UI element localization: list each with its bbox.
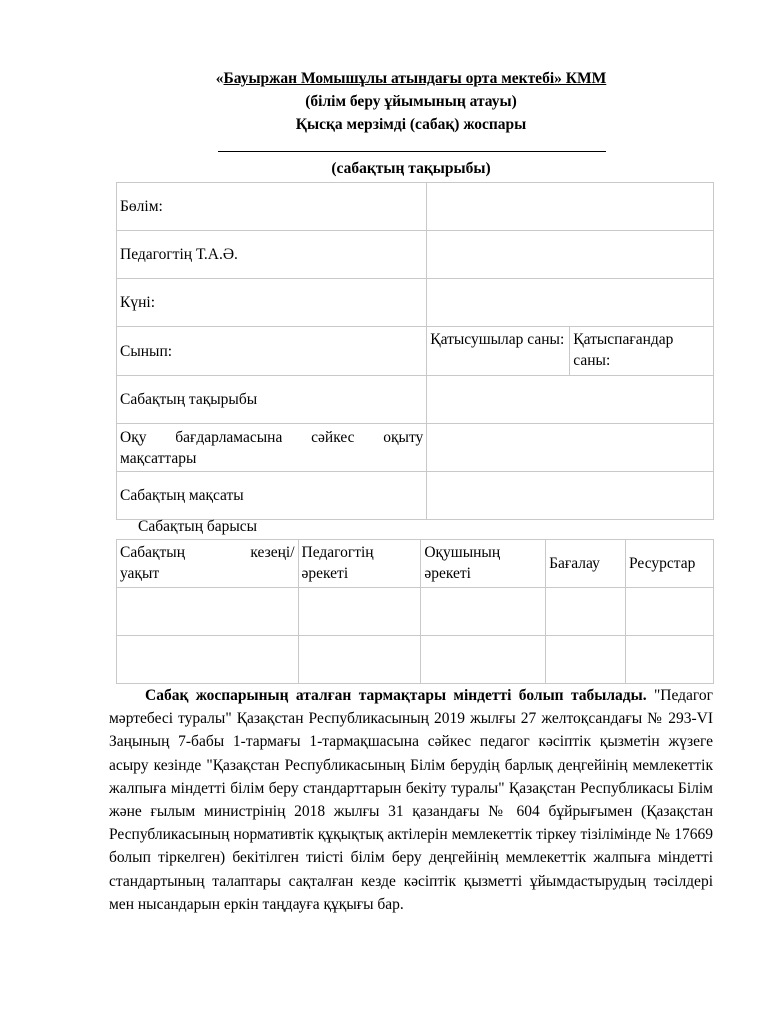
table-header-row	[117, 540, 714, 588]
column-teacher-line2: әрекеті	[301, 565, 349, 582]
column-student-action	[421, 540, 546, 588]
quote-open: «	[215, 70, 224, 87]
table-row	[117, 424, 714, 472]
column-student-line2: әрекеті	[424, 565, 471, 582]
class-label: Сынып:	[117, 327, 427, 376]
teacher-value-cell[interactable]	[427, 231, 714, 279]
attendance-table	[427, 327, 713, 375]
section-value-cell[interactable]	[427, 183, 714, 231]
school-name: Бауыржан Момышұлы атындағы орта мектебі	[223, 70, 555, 87]
topic-value-cell[interactable]	[427, 376, 714, 424]
lesson-info-table	[116, 182, 714, 520]
date-value-cell[interactable]	[427, 279, 714, 327]
column-stage-time	[117, 540, 299, 588]
legal-note-lead: Сабақ жоспарының аталған тармақтары міндетті болып табылады.	[145, 687, 647, 704]
school-type: » КММ	[554, 70, 607, 87]
column-student-line1: Оқушының	[424, 544, 501, 561]
column-resources: Ресурстар	[626, 540, 714, 588]
objectives-label-line1: Оқу бағдарламасына сәйкес оқыту	[120, 428, 424, 446]
topic-caption: (сабақтың тақырыбы)	[331, 160, 491, 177]
table-cell[interactable]	[546, 636, 626, 684]
table-cell[interactable]	[626, 588, 714, 636]
school-name-heading	[0, 68, 768, 90]
legal-note-paragraph	[109, 684, 713, 916]
organization-caption: (білім беру ұйымының атауы)	[305, 93, 517, 110]
table-cell[interactable]	[117, 588, 299, 636]
column-stage-line1: Сабақтың кезеңі/	[120, 544, 295, 561]
absent-count-cell[interactable]: Қатыспағандар саны:	[573, 331, 674, 369]
goal-value-cell[interactable]	[427, 472, 714, 520]
present-count-cell[interactable]: Қатысушылар саны:	[427, 327, 570, 375]
teacher-label: Педагогтің Т.А.Ә.	[117, 231, 427, 279]
table-row	[117, 279, 714, 327]
goal-label: Сабақтың мақсаты	[117, 472, 427, 520]
plan-title: Қысқа мерзімді (сабақ) жоспары	[295, 116, 527, 133]
column-stage-line2: уақыт	[120, 565, 160, 582]
table-cell[interactable]	[117, 636, 299, 684]
table-cell[interactable]	[546, 588, 626, 636]
lesson-progress-label: Сабақтың барысы	[138, 518, 258, 535]
table-row	[117, 183, 714, 231]
legal-note-text: "Педагог мәртебесі туралы" Қазақстан Республикасының 2019 жылғы 27 желтоқсандағы № 293-VI Заңының 7-бабы 1-тармағы 1-тармақшасына сәйкес педагог кәсіптік қызметін жүзеге асыру кезінде "Қазақстан Республикасының Білім берудің барлық деңгейінің мемлекеттік жалпыға міндетті білім беру стандарттарын бекіту туралы" Қазақстан Республикасы Білім және ғылым министрінің 2018 жылғы 31 қазандағы № 604 бұйрығымен (Қазақстан Республикасының нормативтік құқықтық актілерін мемлекеттік тіркеу тізілімінде № 17669 болып тіркелген) бекітілген тиісті білім беру деңгейінің мемлекеттік жалпыға міндетті стандартының талаптары сақталған кезде кәсіптік қызметті ұйымдастырудың тәсілдері мен нысандарын еркін таңдауға құқығы бар.	[109, 687, 713, 913]
table-cell[interactable]	[421, 636, 546, 684]
topic-blank-line	[218, 151, 606, 152]
topic-label: Сабақтың тақырыбы	[117, 376, 427, 424]
table-row	[117, 231, 714, 279]
date-label: Күні:	[117, 279, 427, 327]
table-cell[interactable]	[421, 588, 546, 636]
column-teacher-line1: Педагогтің	[301, 544, 374, 561]
table-row	[117, 327, 714, 376]
column-assessment: Бағалау	[546, 540, 626, 588]
column-teacher-action	[298, 540, 421, 588]
objectives-label	[117, 424, 427, 472]
objectives-value-cell[interactable]	[427, 424, 714, 472]
table-cell[interactable]	[298, 636, 421, 684]
attendance-cell	[427, 327, 714, 376]
table-row	[117, 376, 714, 424]
table-row	[117, 636, 714, 684]
table-cell[interactable]	[298, 588, 421, 636]
table-row	[117, 588, 714, 636]
objectives-label-line2: мақсаттары	[120, 449, 197, 467]
table-cell[interactable]	[626, 636, 714, 684]
section-label: Бөлім:	[117, 183, 427, 231]
lesson-progress-table	[116, 539, 714, 684]
table-row	[117, 472, 714, 520]
